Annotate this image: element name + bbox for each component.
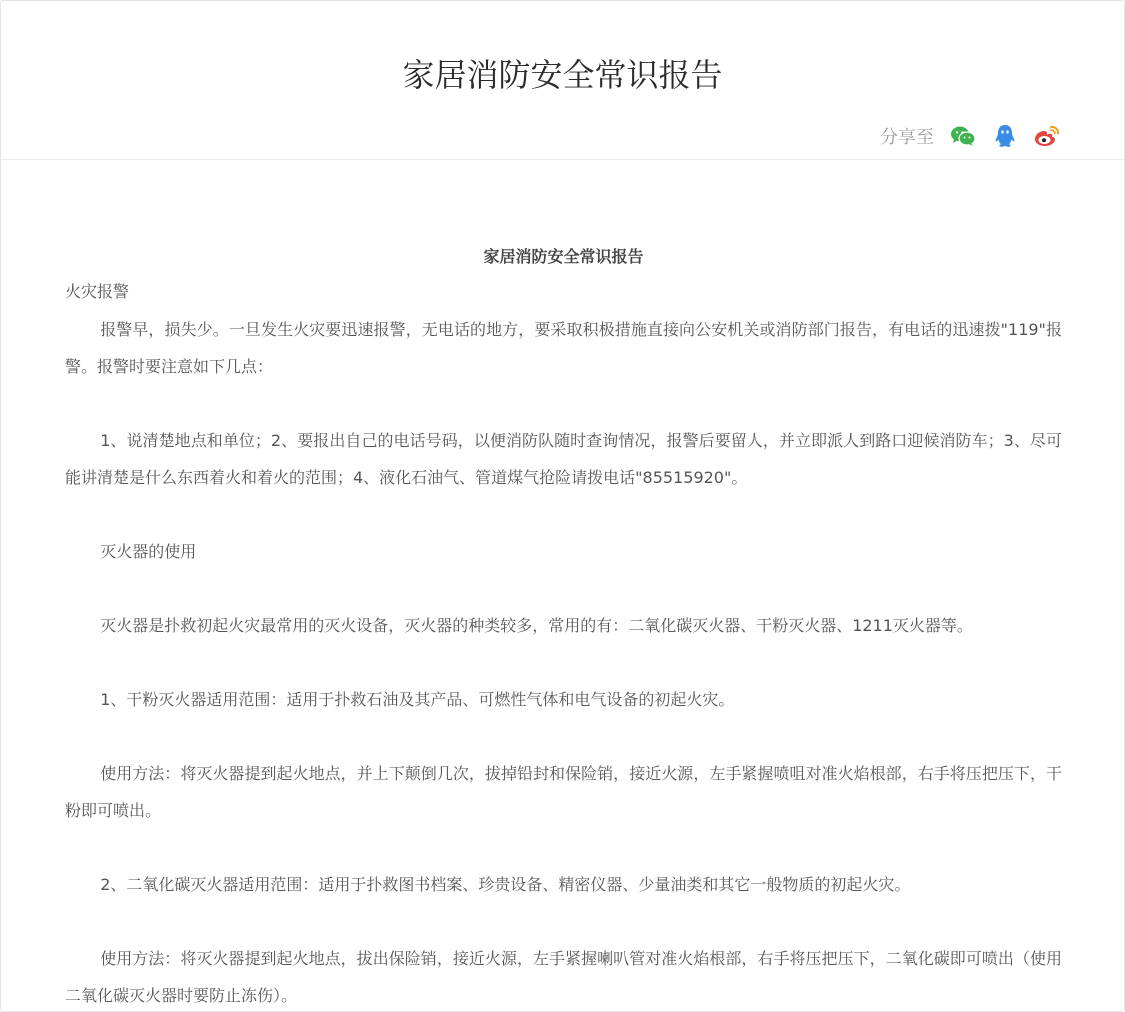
paragraph-alarm-intro: 报警早，损失少。一旦发生火灾要迅速报警，无电话的地方，要采取积极措施直接向公安机关或消防部门报告，有电话的迅速拨"119"报警。报警时要注意如下几点：	[65, 320, 1062, 376]
share-wechat-button[interactable]	[948, 121, 978, 151]
weibo-icon	[1034, 125, 1060, 147]
paragraph-extinguisher-heading: 灭火器的使用	[100, 542, 197, 561]
article-header	[1, 1, 1124, 160]
wechat-icon	[950, 125, 976, 147]
share-qq-button[interactable]	[990, 121, 1020, 151]
article-content	[65, 241, 1062, 1012]
paragraph-extinguisher-intro: 灭火器是扑救初起火灾最常用的灭火设备，灭火器的种类较多，常用的有：二氧化碳灭火器、干粉灭火器、1211灭火器等。	[100, 616, 973, 635]
share-bar	[880, 121, 1062, 151]
share-label: 分享至	[880, 127, 934, 148]
paragraph-co2-scope: 2、二氧化碳灭火器适用范围：适用于扑救图书档案、珍贵设备、精密仪器、少量油类和其它一般物质的初起火灾。	[100, 875, 911, 894]
paragraph-co2-usage: 使用方法：将灭火器提到起火地点，拔出保险销，接近火源，左手紧握喇叭管对准火焰根部，右手将压把压下，二氧化碳即可喷出（使用二氧化碳灭火器时要防止冻伤）。	[65, 949, 1062, 1005]
article-title: 家居消防安全常识报告	[483, 247, 644, 266]
paragraph-alarm-points: 1、说清楚地点和单位；2、要报出自己的电话号码，以便消防队随时查询情况，报警后要留人，并立即派人到路口迎候消防车；3、尽可能讲清楚是什么东西着火和着火的范围；4、液化石油气、管道煤气抢险请拨电话"85515920"。	[65, 431, 1062, 487]
section-heading-fire-alarm: 火灾报警	[65, 282, 130, 301]
page-title: 家居消防安全常识报告	[402, 56, 723, 94]
paragraph-dry-powder-scope: 1、干粉灭火器适用范围：适用于扑救石油及其产品、可燃性气体和电气设备的初起火灾。	[100, 690, 735, 709]
share-weibo-button[interactable]	[1032, 121, 1062, 151]
qq-icon	[994, 124, 1016, 148]
paragraph-dry-powder-usage: 使用方法：将灭火器提到起火地点，并上下颠倒几次，拔掉铅封和保险销，接近火源，左手紧握喷咀对准火焰根部，右手将压把压下，干粉即可喷出。	[65, 764, 1062, 820]
